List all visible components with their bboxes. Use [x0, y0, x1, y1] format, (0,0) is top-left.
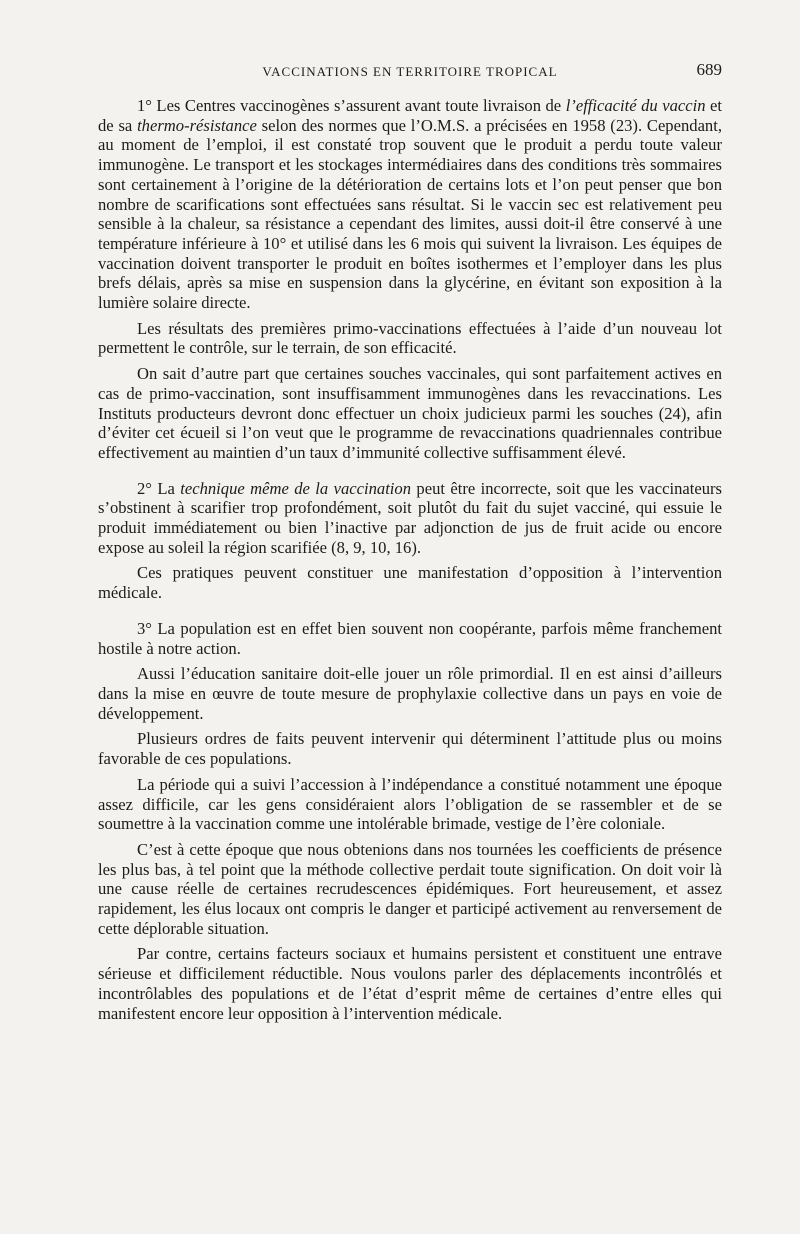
paragraph-6: 3° La population est en effet bien souvent non coopérante, parfois même franchement hostile à notre action.: [98, 618, 722, 658]
paragraph-10: C’est à cette époque que nous obtenions dans nos tournées les coefficients de présence les plus bas, à tel point que la méthode collective perdait toute signification. On doit voir là une cause réelle de certaines recrudescences épidémiques. Fort heureusement, et assez rapidement, les élus locaux ont compris le danger et participé activement au renversement de cette déplorable situation.: [98, 839, 722, 938]
paragraph-7: Aussi l’éducation sanitaire doit-elle jouer un rôle primordial. Il en est ainsi d’ailleurs dans la mise en œuvre de toute mesure de prophylaxie collective dans un pays en voie de développement.: [98, 664, 722, 723]
page-number: 689: [696, 60, 722, 79]
running-title: VACCINATIONS EN TERRITOIRE TROPICAL: [262, 64, 558, 79]
paragraph-1: [98, 96, 722, 313]
paragraph-1-lead: 1° Les Centres vaccinogènes s’assurent avant toute livraison de: [137, 96, 566, 115]
paragraph-1-rest: selon des normes que l’O.M.S. a précisées en 1958 (23). Cependant, au moment de l’emploi, il est constaté trop souvent que le produit a perdu toute valeur immunogène. Le transport et les stockages intermédiaires dans des conditions très sommaires sont certainement à l’origine de la détérioration de certains lots et l’on peut penser que bon nombre de scarifications sont effectuées sans résultat. Si le vaccin sec est relativement peu sensible à la chaleur, sa résistance a cependant des limites, aussi doit-il être conservé à une température inférieure à 10° et utilisé dans les 6 mois qui suivent la livraison. Les équipes de vaccination doivent transporter le produit en boîtes isothermes et l’employer dans les plus brefs délais, après sa mise en suspension dans la glycérine, en évitant son exposition à la lumière solaire directe.: [98, 115, 722, 313]
paragraph-1-emphasis-thermo-resistance: thermo-résistance: [137, 115, 257, 135]
paragraph-1-mid: et de sa: [98, 96, 723, 135]
running-header: [98, 62, 722, 82]
paragraph-1-emphasis-vaccine-efficacy: l’efficacité du vaccin: [565, 96, 706, 115]
paragraph-4-lead: 2° La: [137, 478, 181, 498]
paragraph-4: [98, 479, 722, 558]
paragraph-4-emphasis-technique: technique même de la vaccination: [180, 478, 412, 498]
paragraph-11: Par contre, certains facteurs sociaux et humains persistent et constituent une entrave sérieuse et difficilement réductible. Nous voulons parler des déplacements incontrôlés et incontrôlables des populations et de l’état d’esprit même de certaines d’entre elles qui manifestent encore leur opposition à l’intervention médicale.: [98, 944, 722, 1023]
body-text: [98, 96, 722, 1023]
paragraph-8: Plusieurs ordres de faits peuvent intervenir qui déterminent l’attitude plus ou moins favorable de ces populations.: [98, 729, 722, 769]
paragraph-4-rest: peut être incorrecte, soit que les vaccinateurs s’obstinent à scarifier trop profondément, soit plutôt du fait du sujet vacciné, qui essuie le produit immédiatement ou bien l’inactive par adjonction de jus de fruit acide ou encore expose au soleil la région scarifiée (8, 9, 10, 16).: [98, 478, 722, 557]
paragraph-9: La période qui a suivi l’accession à l’indépendance a constitué notamment une époque assez difficile, car les gens considéraient alors l’obligation de se rassembler et de se soumettre à la vaccination comme une intolérable brimade, vestige de l’ère coloniale.: [98, 774, 722, 834]
paragraph-2: Les résultats des premières primo-vaccinations effectuées à l’aide d’un nouveau lot permettent le contrôle, sur le terrain, de son efficacité.: [98, 318, 722, 358]
paragraph-5: Ces pratiques peuvent constituer une manifestation d’opposition à l’intervention médicale.: [98, 563, 722, 603]
paragraph-3: On sait d’autre part que certaines souches vaccinales, qui sont parfaitement actives en cas de primo-vaccination, sont insuffisamment immunogènes dans les revaccinations. Les Instituts producteurs devront donc effectuer un choix judicieux parmi les souches (24), afin d’éviter cet écueil si l’on veut que le programme de revaccinations quadriennales contribue effectivement au maintien d’un taux d’immunité collective suffisamment élevé.: [98, 364, 722, 462]
